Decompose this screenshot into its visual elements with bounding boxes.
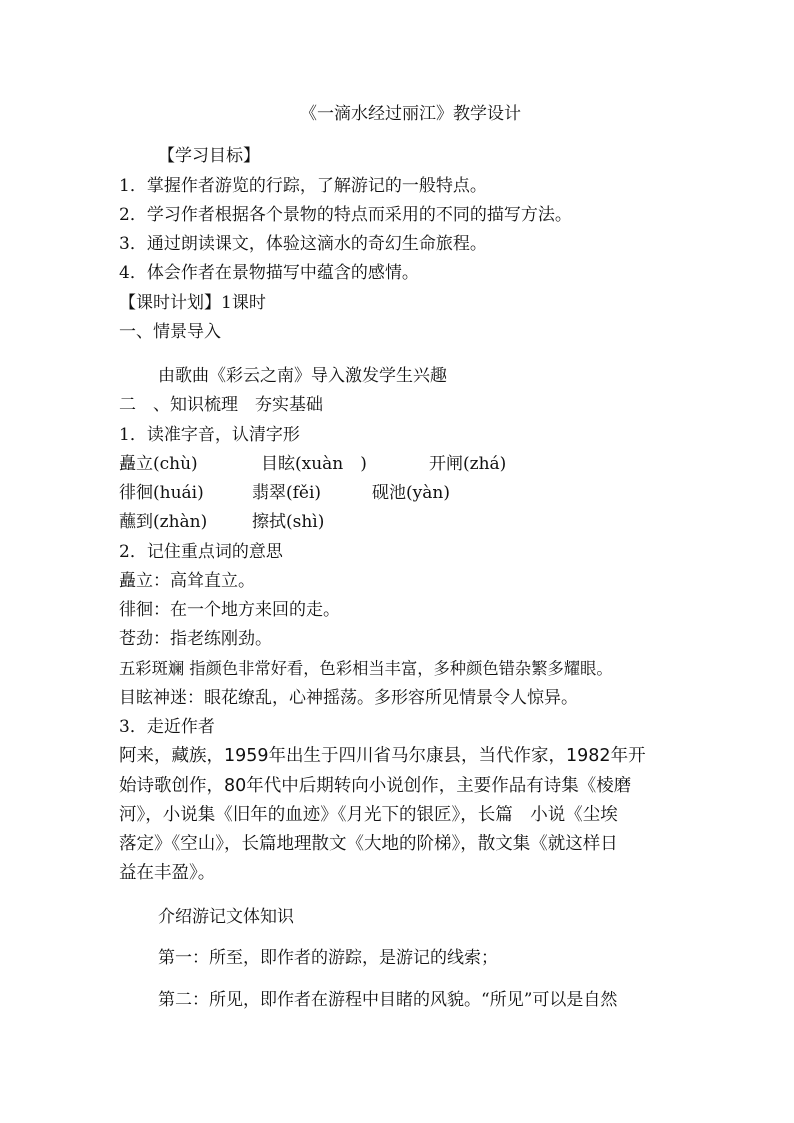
author-text-line: 河》，小说集《旧年的血迹》《月光下的银匠》，长篇 小说《尘埃: [119, 805, 618, 825]
section-heading-intro: 一、情景导入: [119, 322, 221, 342]
section-heading-knowledge: 二 、知识梳理 夯实基础: [119, 395, 323, 415]
definition: 五彩斑斓 指颜色非常好看，色彩相当丰富，多种颜色错杂繁多耀眼。: [119, 659, 613, 678]
pinyin-term: 擦拭(shì): [252, 512, 325, 532]
lesson-plan: 【课时计划】1课时: [119, 293, 266, 313]
definition: 矗立：高耸直立。: [119, 571, 255, 591]
pinyin-term: 蘸到(zhàn): [119, 512, 208, 532]
objectives-heading: 【学习目标】: [158, 146, 260, 166]
definition: 目眩神迷：眼花缭乱，心神摇荡。多形容所见情景令人惊异。: [119, 688, 578, 708]
subheading-author: 3．走近作者: [119, 717, 215, 737]
definition: 苍劲：指老练刚劲。: [119, 629, 272, 649]
objective-item: 4．体会作者在景物描写中蕴含的感情。: [119, 263, 419, 283]
definition: 徘徊：在一个地方来回的走。: [119, 600, 340, 620]
pinyin-term: 开闸(zhá): [429, 454, 507, 474]
pinyin-term: 矗立(chù): [119, 454, 198, 474]
pinyin-term: 砚池(yàn): [372, 483, 450, 503]
author-text-line: 落定》《空山》，长篇地理散文《大地的阶梯》，散文集《就这样日: [119, 834, 618, 854]
objective-item: 3．通过朗读课文，体验这滴水的奇幻生命旅程。: [119, 234, 487, 254]
pinyin-row: [119, 483, 450, 503]
pinyin-term: 目眩(xuàn ): [261, 454, 367, 474]
subheading-pronunciation: 1．读准字音，认清字形: [119, 425, 300, 445]
author-text-line: 阿来，藏族，1959年出生于四川省马尔康县，当代作家，1982年开: [119, 746, 646, 766]
travel-notes-heading: 介绍游记文体知识: [158, 907, 294, 927]
pinyin-term: 徘徊(huái): [119, 483, 204, 503]
intro-text: 由歌曲《彩云之南》导入激发学生兴趣: [158, 366, 447, 386]
pinyin-row: [119, 512, 324, 532]
objective-item: 1．掌握作者游览的行踪，了解游记的一般特点。: [119, 176, 487, 196]
author-text-line: 始诗歌创作，80年代中后期转向小说创作，主要作品有诗集《棱磨: [119, 776, 632, 796]
travel-notes-point: 第二：所见，即作者在游程中目睹的风貌。“所见”可以是自然: [158, 990, 618, 1010]
travel-notes-point: 第一：所至，即作者的游踪，是游记的线索；: [158, 948, 498, 968]
author-text-line: 益在丰盈》。: [119, 863, 216, 883]
subheading-vocabulary: 2．记住重点词的意思: [119, 542, 283, 562]
pinyin-row: [119, 454, 506, 474]
document-title: 《一滴水经过丽江》教学设计: [300, 104, 521, 124]
objective-item: 2．学习作者根据各个景物的特点而采用的不同的描写方法。: [119, 205, 572, 225]
pinyin-term: 翡翠(fěi): [252, 483, 322, 503]
